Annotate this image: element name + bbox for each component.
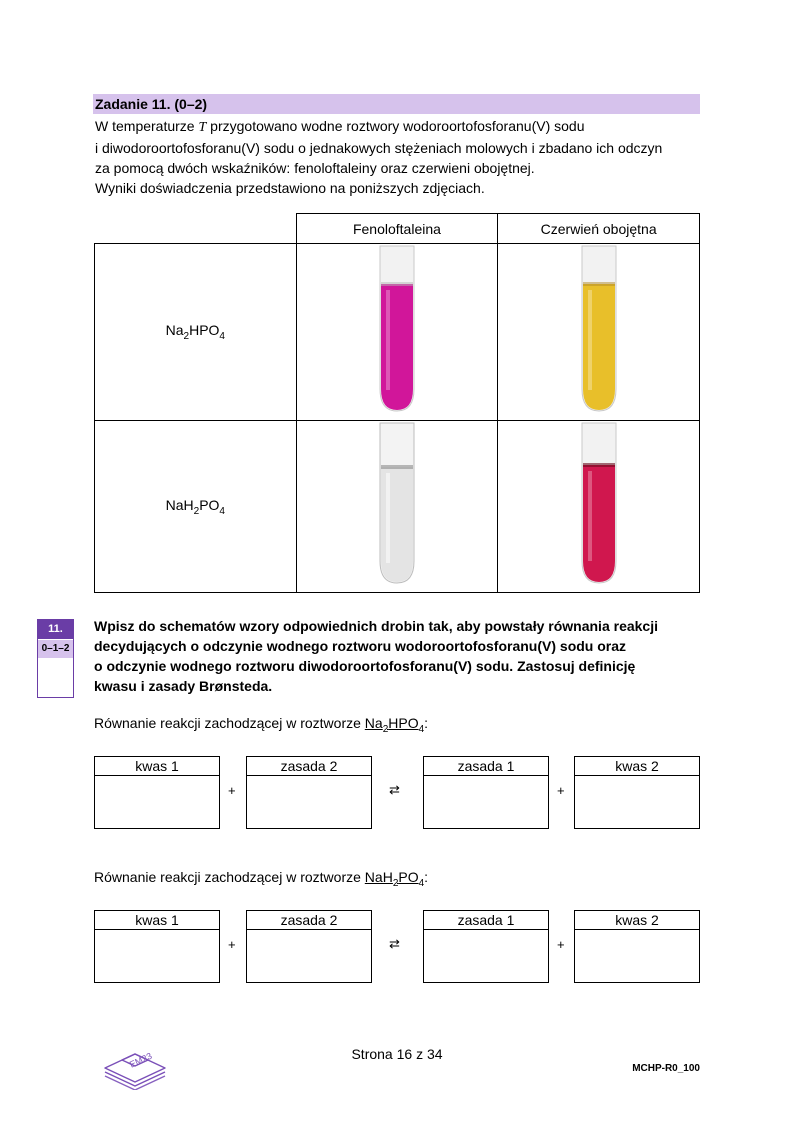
test-tube-image <box>559 421 639 592</box>
plus-sign: + <box>228 783 236 798</box>
equation-2-acid2-box[interactable] <box>574 910 700 983</box>
plus-sign: + <box>228 937 236 952</box>
liquid-fill <box>381 284 413 410</box>
equation-1-base2-box[interactable] <box>246 756 372 829</box>
box-label: kwas 2 <box>575 757 699 776</box>
equation-label-1: Równanie reakcji zachodzącej w roztworze $Na_2HPO_4$: <box>94 715 429 735</box>
photo-na2hpo4-neutral-red <box>498 244 700 421</box>
table-row <box>95 421 700 593</box>
box-label: kwas 1 <box>95 757 219 776</box>
formula-na2hpo4: $Na_2HPO_4$ <box>364 715 425 735</box>
header-neutral-red: Czerwień obojętna <box>498 214 700 244</box>
page-number: Strona 16 z 34 <box>351 1046 443 1062</box>
task-intro <box>95 116 700 198</box>
exam-code: MCHP-R0_100 <box>632 1063 700 1074</box>
plus-sign: + <box>557 783 565 798</box>
formula-nah2po4: $NaH_2PO_4$ <box>364 869 425 889</box>
box-label: kwas 2 <box>575 911 699 930</box>
box-label: zasada 2 <box>247 757 371 776</box>
intro-line-2: i diwodoroortofosforanu(V) sodu o jednakowych stężeniach molowych i zbadano ich odczyn <box>95 140 663 156</box>
intro-line-1: W temperaturze T przygotowano wodne roztwory wodoroortofosforanu(V) sodu <box>95 118 585 135</box>
equation-1-acid1-box[interactable] <box>94 756 220 829</box>
test-tube-image <box>357 244 437 420</box>
table-corner <box>95 214 297 244</box>
table-row <box>95 244 700 421</box>
instruction-line: o odczynie wodnego roztworu diwodoroortofosforanu(V) sodu. Zastosuj definicję <box>94 658 636 674</box>
photo-nah2po4-phenolphthalein <box>296 421 498 593</box>
logo-text: EM23 <box>127 1050 154 1070</box>
points-badge: 0–1–2 <box>38 640 73 658</box>
instruction-line: kwasu i zasady Brønsteda. <box>94 678 273 694</box>
box-label: kwas 1 <box>95 911 219 930</box>
photo-nah2po4-neutral-red <box>498 421 700 593</box>
liquid-fill <box>583 284 615 410</box>
equation-1-base1-box[interactable] <box>423 756 549 829</box>
instruction-line: decydujących o odczynie wodnego roztworu wodoroortofosforanu(V) sodu oraz <box>94 638 627 654</box>
test-tube-image <box>559 244 639 420</box>
intro-line-4: Wyniki doświadczenia przedstawiono na poniższych zdjęciach. <box>95 180 485 196</box>
instruction-line: Wpisz do schematów wzory odpowiednich drobin tak, aby powstały równania reakcji <box>94 618 658 634</box>
task-number-badge: 11. <box>38 620 73 639</box>
equilibrium-arrow: ⇄ <box>389 782 400 797</box>
table-header-row <box>95 214 700 244</box>
equation-1-acid2-box[interactable] <box>574 756 700 829</box>
task-instruction <box>94 616 700 696</box>
equation-2-base1-box[interactable] <box>423 910 549 983</box>
box-label: zasada 1 <box>424 911 548 930</box>
box-label: zasada 2 <box>247 911 371 930</box>
test-tube-image <box>357 421 437 592</box>
box-label: zasada 1 <box>424 757 548 776</box>
equation-2-acid1-box[interactable] <box>94 910 220 983</box>
equation-label-2: Równanie reakcji zachodzącej w roztworze $NaH_2PO_4$: <box>94 869 429 889</box>
photo-na2hpo4-phenolphthalein <box>296 244 498 421</box>
liquid-fill <box>381 467 413 582</box>
header-phenolphthalein: Fenoloftaleina <box>296 214 498 244</box>
task-title: Zadanie 11. (0–2) <box>93 94 700 114</box>
row-label-nah2po4: $NaH_2PO_4$ <box>95 421 297 593</box>
liquid-fill <box>583 465 615 582</box>
equation-2-base2-box[interactable] <box>246 910 372 983</box>
plus-sign: + <box>557 937 565 952</box>
equilibrium-arrow: ⇄ <box>389 936 400 951</box>
row-label-na2hpo4: $Na_2HPO_4$ <box>95 244 297 421</box>
intro-line-3: za pomocą dwóch wskaźników: fenoloftaleiny oraz czerwieni obojętnej. <box>95 160 535 176</box>
results-table <box>94 213 700 593</box>
